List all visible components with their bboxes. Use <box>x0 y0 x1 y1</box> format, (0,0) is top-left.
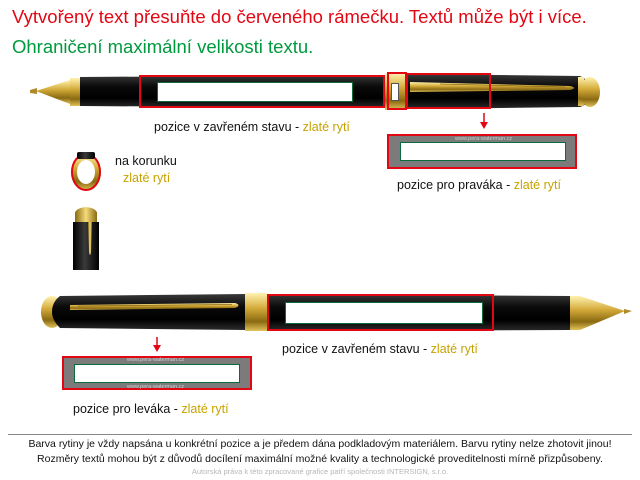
right-hand-field[interactable] <box>400 142 566 161</box>
footer-line-1: Barva rytiny je vždy napsána u konkrétní pozice a je předem dána podkladovým materiálem. Barvu rytiny nelze zhotovit jinou! <box>28 438 612 450</box>
footer-line-2: Rozměry textů mohou být z důvodů docílení maximální možné kvality a technologické proveditelnosti mírně přizpůsobeny. <box>37 453 603 465</box>
down-arrow-icon <box>153 337 161 352</box>
left-hand-caption: pozice pro leváka - zlaté rytí <box>73 402 229 416</box>
top-pen-caption: pozice v zavřeném stavu - zlaté rytí <box>154 120 350 134</box>
instruction-heading: Vytvořený text přesuňte do červeného rámečku. Textů může být i více. <box>12 6 587 27</box>
bottom-pen-caption: pozice v zavřeném stavu - zlaté rytí <box>282 342 478 356</box>
engraving-field-ring[interactable] <box>391 83 399 101</box>
watermark: www.pera-waterman.cz <box>127 357 185 363</box>
crown-label: na korunku <box>115 154 177 168</box>
watermark: www.pera-waterman.cz <box>127 384 185 390</box>
engraving-field-bottom-barrel[interactable] <box>285 302 483 324</box>
engraving-field-top-barrel[interactable] <box>157 82 353 102</box>
footer-divider <box>8 434 632 435</box>
watermark: www.pera-waterman.cz <box>455 136 513 142</box>
down-arrow-icon <box>480 113 488 129</box>
engraving-frame-cap[interactable] <box>406 73 491 109</box>
crown-pen <box>73 207 99 270</box>
crown-engraving: zlaté rytí <box>123 171 171 185</box>
limit-note-heading: Ohraničení maximální velikosti textu. <box>12 36 314 57</box>
right-hand-caption: pozice pro praváka - zlaté rytí <box>397 178 561 192</box>
copyright-note: Autorská práva k této zpracované grafice patří společnosti INTERSIGN, s.r.o. <box>191 467 449 476</box>
crown-ring <box>71 152 101 191</box>
left-hand-field[interactable] <box>74 364 240 383</box>
